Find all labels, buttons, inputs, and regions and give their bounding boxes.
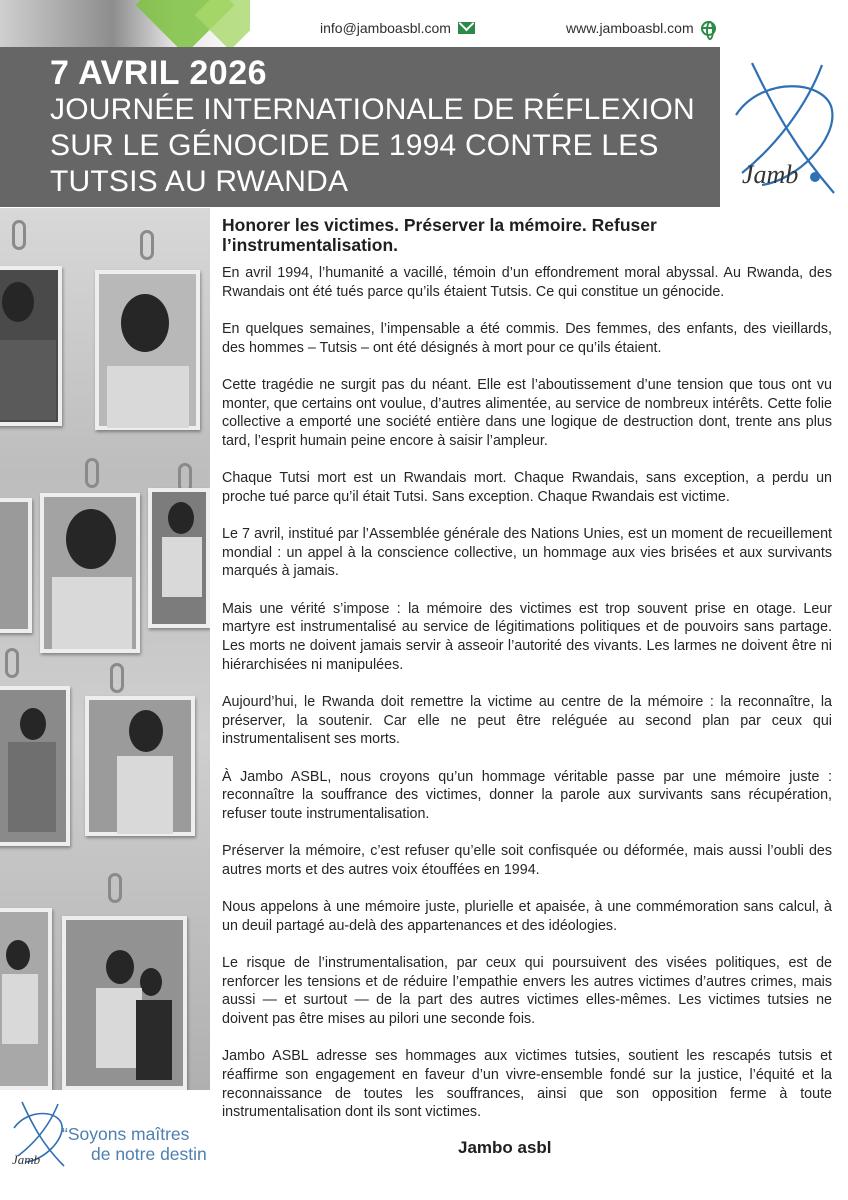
header-title-line: SUR LE GÉNOCIDE DE 1994 CONTRE LES (50, 129, 659, 162)
globe-icon (701, 21, 716, 36)
photo-clip-icon (12, 220, 26, 250)
statement-paragraph: Mais une vérité s’impose : la mémoire des victimes est trop souvent prise en otage. Leur martyre est instrumentalisé au service de légitimations politiques et de pouvoirs sans partage. Les morts ne doivent jamais servir à asseoir l’autorité des vivants. Les larmes ne doivent être ni hiérarchisées ni manipulées. (222, 600, 832, 673)
contact-email-text: info@jamboasbl.com (320, 20, 451, 36)
statement-body (222, 264, 832, 1141)
contact-email[interactable] (320, 20, 475, 36)
memorial-photo (0, 908, 52, 1090)
statement-paragraph: Nous appelons à une mémoire juste, plurielle et apaisée, à une commémoration sans calcul, à un deuil partagé au-delà des appartenances et des idéologies. (222, 899, 832, 934)
header-date: 7 AVRIL 2026 (50, 54, 268, 92)
signature: Jambo asbl (458, 1138, 552, 1157)
header-corner-collage (0, 0, 250, 48)
memorial-photo-column (0, 208, 210, 1090)
statement-paragraph: Le risque de l’instrumentalisation, par ceux qui poursuivent des visées politiques, est de renforcer les tensions et de réduire l’empathie envers les autres victimes d’autres crimes, mais aussi — et surtout — de la part des autres victimes elles-mêmes. Les victimes tutsies ne doivent pas être mises au pilori une seconde fois. (222, 954, 832, 1028)
slogan-line-1: “Soyons maîtres (62, 1124, 190, 1144)
contact-website[interactable] (566, 20, 716, 36)
photo-clip-icon (140, 230, 154, 260)
photo-clip-icon (108, 873, 122, 903)
photo-clip-icon (5, 648, 19, 678)
jambo-logo-dot-icon (810, 172, 820, 182)
memorial-photo (148, 488, 210, 628)
contact-website-text: www.jamboasbl.com (566, 20, 694, 36)
header-title (50, 92, 720, 200)
statement-paragraph: Jambo ASBL adresse ses hommages aux victimes tutsies, soutient les rescapés tutsis et réaffirme son engagement en faveur d’un vivre-ensemble fondé sur la justice, l’équité et la reconnaissance de toutes les souffrances, ainsi que son opposition ferme à toute instrumentalisation dont ils sont victimes. (222, 1048, 832, 1121)
memorial-photo (0, 498, 32, 633)
statement-paragraph: Chaque Tutsi mort est un Rwandais mort. Chaque Rwandais, sans exception, a perdu un proche tué parce qu’il était Tutsi. Sans exception. Chaque Rwandais est victime. (222, 470, 832, 505)
photo-clip-icon (110, 663, 124, 693)
mail-icon (458, 22, 475, 34)
memorial-photo (40, 493, 140, 653)
memorial-photo (0, 686, 70, 846)
header-title-line: TUTSIS AU RWANDA (50, 165, 349, 198)
memorial-photo (85, 696, 195, 836)
memorial-photo (95, 270, 200, 430)
statement-paragraph: Cette tragédie ne surgit pas du néant. Elle est l’aboutissement d’une tension que tous ont vu monter, que certains ont voulue, d’autres alimentée, au service de nombreux intérêts. Cette folie collective a emporté une société entière dans une logique de destruction dont, trente ans plus tard, l’esprit humain peine encore à saisir l’ampleur. (222, 376, 832, 449)
statement-paragraph: En quelques semaines, l’impensable a été commis. Des femmes, des enfants, des vieillards, des hommes – Tutsis – ont été désignés à mort pour ce qu’ils étaient. (222, 320, 832, 356)
statement-paragraph: Le 7 avril, institué par l’Assemblée générale des Nations Unies, est un moment de recueillement mondial : un appel à la conscience collective, un hommage aux vies brisées et aux survivants marqués à jamais. (222, 526, 832, 580)
photo-clip-icon (85, 458, 99, 488)
slogan (62, 1124, 207, 1164)
light-green-shape-decoration (195, 0, 250, 48)
memorial-photo (0, 266, 62, 426)
statement-paragraph: À Jambo ASBL, nous croyons qu’un hommage véritable passe par une mémoire juste : reconnaître la souffrance des victimes, donner la parole aux survivants sans récupération, refuser toute instrumentalisation. (222, 768, 832, 822)
jambo-logo-wordmark: Jamb (742, 160, 799, 189)
footer-jambo-wordmark: Jamb (12, 1152, 41, 1167)
statement-paragraph: En avril 1994, l’humanité a vacillé, témoin d’un effondrement moral abyssal. Au Rwanda, des Rwandais ont été tués parce qu’ils étaient Tutsis. Ce qui constitue un génocide. (222, 265, 832, 300)
statement-paragraph: Aujourd’hui, le Rwanda doit remettre la victime au centre de la mémoire : la reconnaître, la préserver, la soutenir. Car elle ne peut être reléguée au second plan par ceux qui instrumentalisent ses morts. (222, 693, 832, 748)
header-title-line: JOURNÉE INTERNATIONALE DE RÉFLEXION (50, 93, 695, 126)
statement-paragraph: Préserver la mémoire, c’est refuser qu’elle soit confisquée ou déformée, mais aussi l’oubli des autres morts et des autres voix étouffées en 1994. (222, 843, 832, 878)
lead-heading: Honorer les victimes. Préserver la mémoire. Refuser l’instrumentalisation. (222, 215, 657, 255)
memorial-photo (62, 916, 187, 1090)
slogan-line-2: de notre destin (91, 1144, 207, 1164)
header-banner (0, 47, 720, 207)
